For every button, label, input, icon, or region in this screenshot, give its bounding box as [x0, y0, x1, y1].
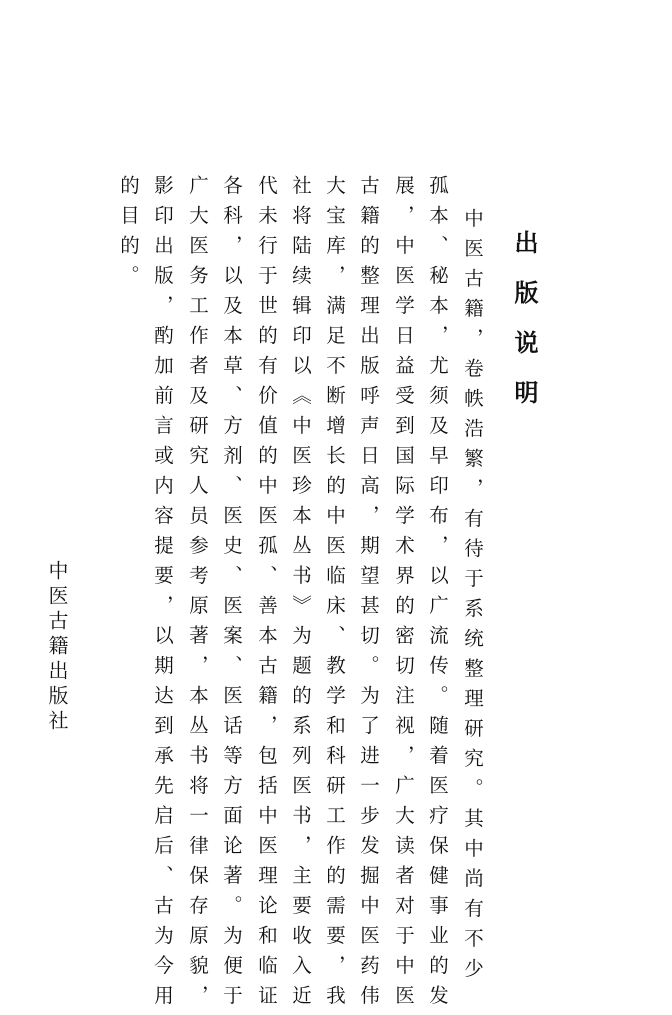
text-column-6: 社将陆续辑印以《中医珍本丛书》为题的系列医书，主要收入近: [289, 175, 312, 1015]
text-column-11: 的目的。: [117, 175, 140, 295]
text-column-10: 影印出版，酌加前言或内容提要，以期达到承先启后、古为今用: [151, 175, 174, 1015]
text-column-3: 展，中医学日益受到国际学术界的密切注视，广大读者对于中医: [392, 175, 415, 1015]
page-title: 出版说明: [510, 230, 539, 430]
text-column-1: 中医古籍，卷帙浩繁，有待于系统整理研究。其中尚有不少: [461, 208, 484, 988]
text-column-7: 代未行于世的有价值的中医孤、善本古籍，包括中医理论和临证: [255, 175, 278, 1015]
text-column-9: 广大医务工作者及研究人员参考原著，本丛书将一律保存原貌，: [186, 175, 209, 1015]
text-column-8: 各科，以及本草、方剂、医史、医案、医话等方面论著。为便于: [220, 175, 243, 1015]
text-column-4: 古籍的整理出版呼声日高，期望甚切。为了进一步发掘中医药伟: [357, 175, 380, 1015]
text-column-5: 大宝库，满足不断增长的中医临床、教学和科研工作的需要，我: [323, 175, 346, 1015]
publisher-signature: 中医古籍出版社: [45, 560, 69, 735]
text-column-2: 孤本、秘本，尤须及早印布，以广流传。随着医疗保健事业的发: [426, 175, 449, 1015]
